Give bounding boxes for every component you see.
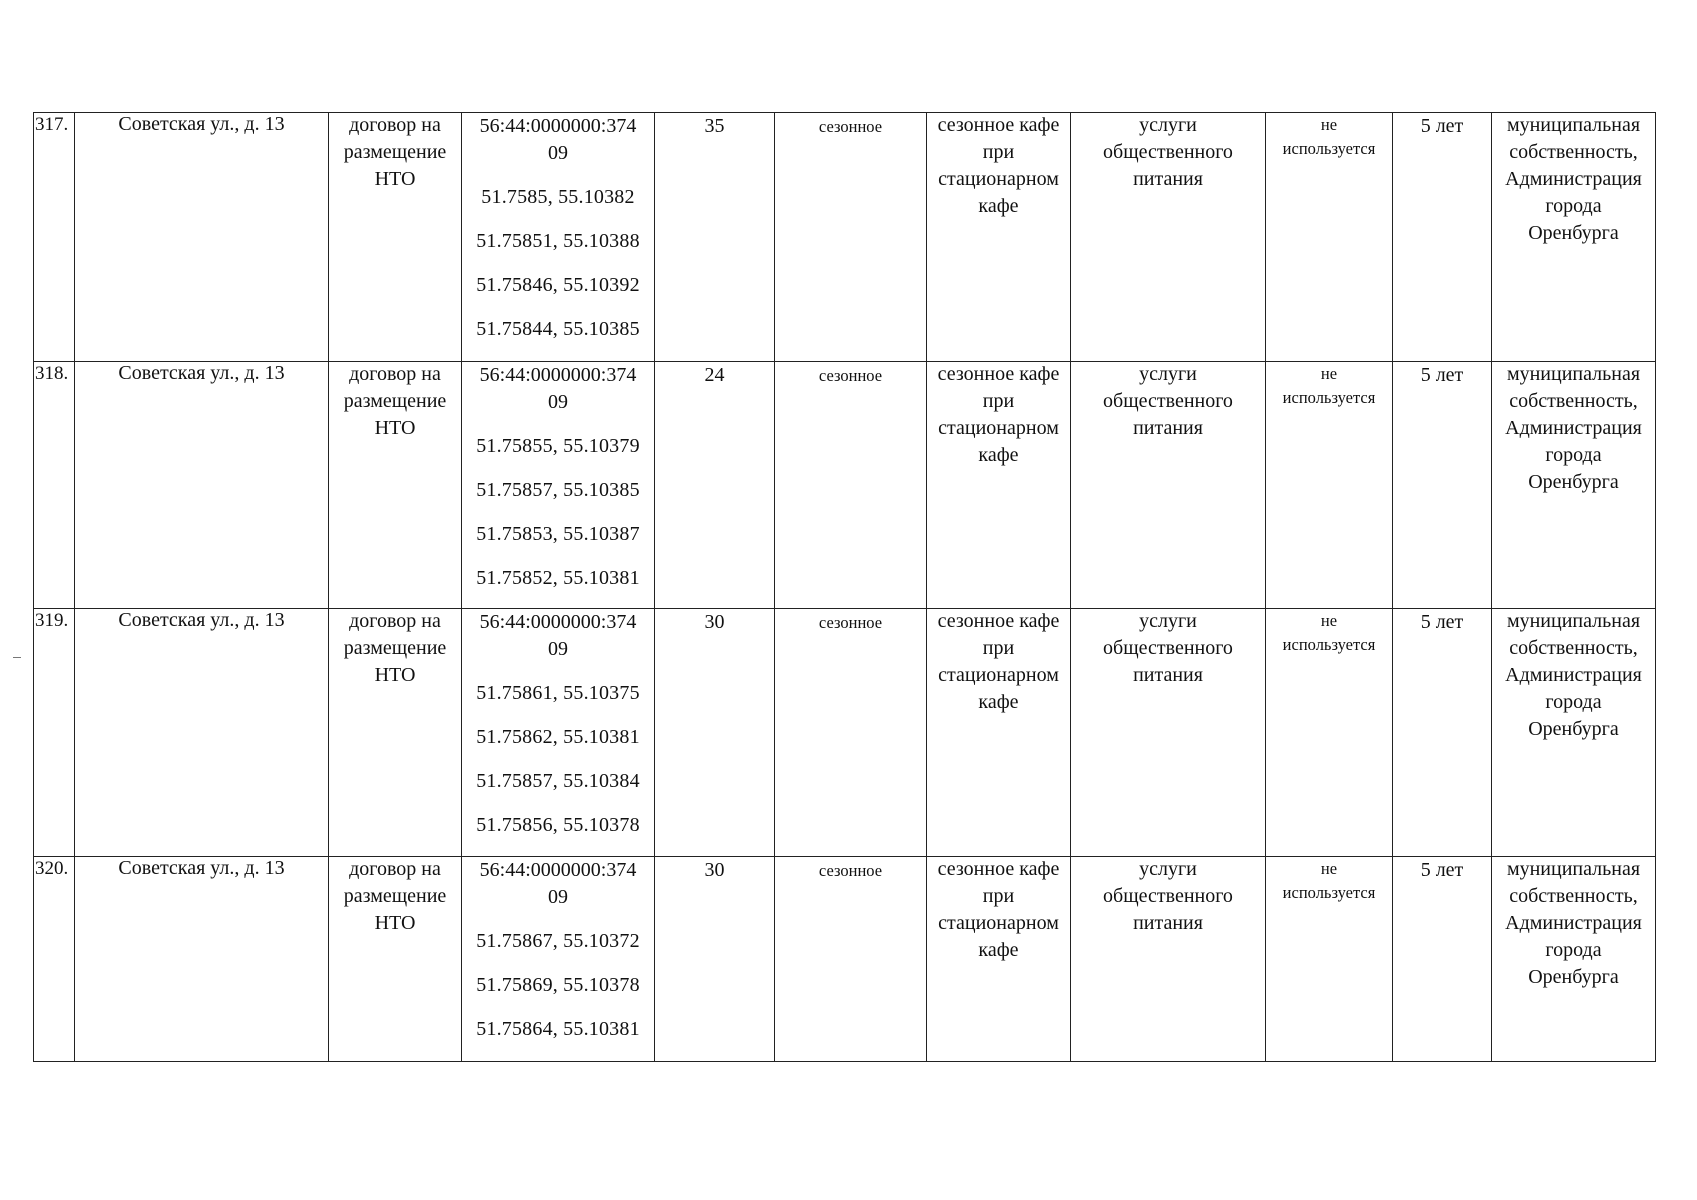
object-type-line: при (982, 141, 1015, 163)
service-line: питания (1133, 168, 1203, 190)
owner-cell (1492, 609, 1656, 857)
basis-cell (329, 857, 462, 1062)
term: 5 лет (1420, 611, 1464, 633)
basis-line: НТО (374, 168, 416, 190)
area-cell (655, 857, 775, 1062)
coordinate-pair: 51.75856, 55.10378 (476, 814, 640, 836)
address-cell (75, 113, 329, 362)
basis-line: НТО (374, 664, 416, 686)
usage-cell (1266, 857, 1393, 1062)
owner-line: Администрация (1505, 912, 1642, 934)
service-cell (1071, 362, 1266, 609)
owner-line: Оренбурга (1528, 222, 1619, 244)
coordinate-pair: 51.75861, 55.10375 (476, 682, 640, 704)
coordinate-pair: 51.75857, 55.10385 (476, 479, 640, 501)
owner-cell (1492, 362, 1656, 609)
basis-line: НТО (374, 912, 416, 934)
coordinate-pair: 51.75844, 55.10385 (476, 318, 640, 340)
object-type-line: при (982, 390, 1015, 412)
service-line: услуги (1139, 363, 1197, 385)
object-type-line: кафе (978, 939, 1019, 961)
cadastral-coords-cell (462, 857, 655, 1062)
service-line: общественного (1103, 637, 1233, 659)
cadastral-number-tail: 09 (548, 142, 568, 164)
service-line: питания (1133, 664, 1203, 686)
coordinate-pair: 51.75869, 55.10378 (476, 974, 640, 996)
owner-line: муниципальная (1506, 610, 1641, 632)
basis-line: размещение (343, 885, 447, 907)
cadastral-coords-cell (462, 609, 655, 857)
basis-cell (329, 362, 462, 609)
service-cell (1071, 113, 1266, 362)
object-type-line: кафе (978, 195, 1019, 217)
usage-line: не (1320, 611, 1338, 630)
owner-line: города (1545, 691, 1602, 713)
object-type-line: стационарном (938, 168, 1059, 190)
owner-cell (1492, 857, 1656, 1062)
owner-line: муниципальная (1506, 363, 1641, 385)
term-cell (1393, 609, 1492, 857)
usage-line: используется (1282, 388, 1376, 407)
coordinate-pair: 51.7585, 55.10382 (481, 186, 635, 208)
address: Советская ул., д. 13 (118, 609, 285, 631)
row-number: 317. (35, 114, 69, 135)
coordinate-pair: 51.75855, 55.10379 (476, 435, 640, 457)
address: Советская ул., д. 13 (118, 362, 285, 384)
basis-cell (329, 113, 462, 362)
table-row (34, 362, 1656, 609)
term: 5 лет (1420, 115, 1464, 137)
basis-line: размещение (343, 141, 447, 163)
service-line: услуги (1139, 858, 1197, 880)
address: Советская ул., д. 13 (118, 857, 285, 879)
cadastral-number: 56:44:0000000:374 (479, 611, 637, 633)
usage-cell (1266, 113, 1393, 362)
owner-line: Администрация (1505, 168, 1642, 190)
service-line: услуги (1139, 114, 1197, 136)
address-cell (75, 609, 329, 857)
period: сезонное (818, 861, 883, 880)
object-type-line: стационарном (938, 664, 1059, 686)
owner-cell (1492, 113, 1656, 362)
row-number: 318. (35, 363, 69, 384)
basis-line: размещение (343, 390, 447, 412)
cadastral-coords-cell (462, 113, 655, 362)
usage-line: не (1320, 115, 1338, 134)
service-line: общественного (1103, 141, 1233, 163)
object-type-line: кафе (978, 691, 1019, 713)
owner-line: Администрация (1505, 664, 1642, 686)
owner-line: собственность, (1509, 637, 1638, 659)
term: 5 лет (1420, 364, 1464, 386)
row-number-cell (34, 113, 75, 362)
cadastral-number: 56:44:0000000:374 (479, 364, 637, 386)
period: сезонное (818, 366, 883, 385)
term: 5 лет (1420, 859, 1464, 881)
address: Советская ул., д. 13 (118, 113, 285, 135)
coordinate-pair: 51.75853, 55.10387 (476, 523, 640, 545)
usage-line: используется (1282, 139, 1376, 158)
row-number-cell (34, 609, 75, 857)
period: сезонное (818, 117, 883, 136)
basis-line: НТО (374, 417, 416, 439)
area: 30 (704, 611, 725, 633)
owner-line: Оренбурга (1528, 471, 1619, 493)
address-cell (75, 362, 329, 609)
owner-line: муниципальная (1506, 114, 1641, 136)
object-type-line: сезонное кафе (937, 363, 1060, 385)
owner-line: собственность, (1509, 390, 1638, 412)
owner-line: Оренбурга (1528, 718, 1619, 740)
object-type-cell (927, 362, 1071, 609)
row-number: 320. (35, 858, 69, 879)
row-number-cell (34, 857, 75, 1062)
area-cell (655, 609, 775, 857)
object-type-line: сезонное кафе (937, 610, 1060, 632)
owner-line: Администрация (1505, 417, 1642, 439)
table-row (34, 113, 1656, 362)
cadastral-number: 56:44:0000000:374 (479, 115, 637, 137)
object-type-line: при (982, 637, 1015, 659)
area-cell (655, 113, 775, 362)
margin-dash (13, 657, 21, 658)
cadastral-number: 56:44:0000000:374 (479, 859, 637, 881)
object-type-line: стационарном (938, 417, 1059, 439)
basis-line: договор на (349, 363, 441, 385)
nto-registry-table (33, 112, 1656, 1062)
coordinate-pair: 51.75857, 55.10384 (476, 770, 640, 792)
owner-line: собственность, (1509, 141, 1638, 163)
cadastral-number-tail: 09 (548, 638, 568, 660)
usage-line: используется (1282, 883, 1376, 902)
coordinate-pair: 51.75846, 55.10392 (476, 274, 640, 296)
owner-line: города (1545, 939, 1602, 961)
object-type-line: кафе (978, 444, 1019, 466)
coordinate-pair: 51.75851, 55.10388 (476, 230, 640, 252)
usage-line: не (1320, 859, 1338, 878)
address-cell (75, 857, 329, 1062)
area: 30 (704, 859, 725, 881)
service-line: питания (1133, 912, 1203, 934)
service-cell (1071, 609, 1266, 857)
object-type-line: сезонное кафе (937, 114, 1060, 136)
area-cell (655, 362, 775, 609)
object-type-line: при (982, 885, 1015, 907)
owner-line: Оренбурга (1528, 966, 1619, 988)
service-line: общественного (1103, 885, 1233, 907)
table-row (34, 609, 1656, 857)
object-type-cell (927, 113, 1071, 362)
usage-line: используется (1282, 635, 1376, 654)
owner-line: города (1545, 195, 1602, 217)
basis-line: договор на (349, 858, 441, 880)
row-number-cell (34, 362, 75, 609)
object-type-line: стационарном (938, 912, 1059, 934)
object-type-line: сезонное кафе (937, 858, 1060, 880)
term-cell (1393, 113, 1492, 362)
owner-line: собственность, (1509, 885, 1638, 907)
table-row (34, 857, 1656, 1062)
service-line: питания (1133, 417, 1203, 439)
owner-line: муниципальная (1506, 858, 1641, 880)
term-cell (1393, 362, 1492, 609)
period-cell (775, 609, 927, 857)
term-cell (1393, 857, 1492, 1062)
period-cell (775, 113, 927, 362)
basis-line: договор на (349, 114, 441, 136)
usage-line: не (1320, 364, 1338, 383)
service-line: общественного (1103, 390, 1233, 412)
object-type-cell (927, 609, 1071, 857)
cadastral-number-tail: 09 (548, 886, 568, 908)
owner-line: города (1545, 444, 1602, 466)
basis-line: размещение (343, 637, 447, 659)
period-cell (775, 857, 927, 1062)
usage-cell (1266, 609, 1393, 857)
coordinate-pair: 51.75862, 55.10381 (476, 726, 640, 748)
area: 35 (704, 115, 725, 137)
area: 24 (704, 364, 725, 386)
period-cell (775, 362, 927, 609)
row-number: 319. (35, 610, 69, 631)
service-line: услуги (1139, 610, 1197, 632)
cadastral-number-tail: 09 (548, 391, 568, 413)
basis-line: договор на (349, 610, 441, 632)
period: сезонное (818, 613, 883, 632)
basis-cell (329, 609, 462, 857)
object-type-cell (927, 857, 1071, 1062)
coordinate-pair: 51.75867, 55.10372 (476, 930, 640, 952)
coordinate-pair: 51.75852, 55.10381 (476, 567, 640, 589)
coordinate-pair: 51.75864, 55.10381 (476, 1018, 640, 1040)
cadastral-coords-cell (462, 362, 655, 609)
usage-cell (1266, 362, 1393, 609)
service-cell (1071, 857, 1266, 1062)
